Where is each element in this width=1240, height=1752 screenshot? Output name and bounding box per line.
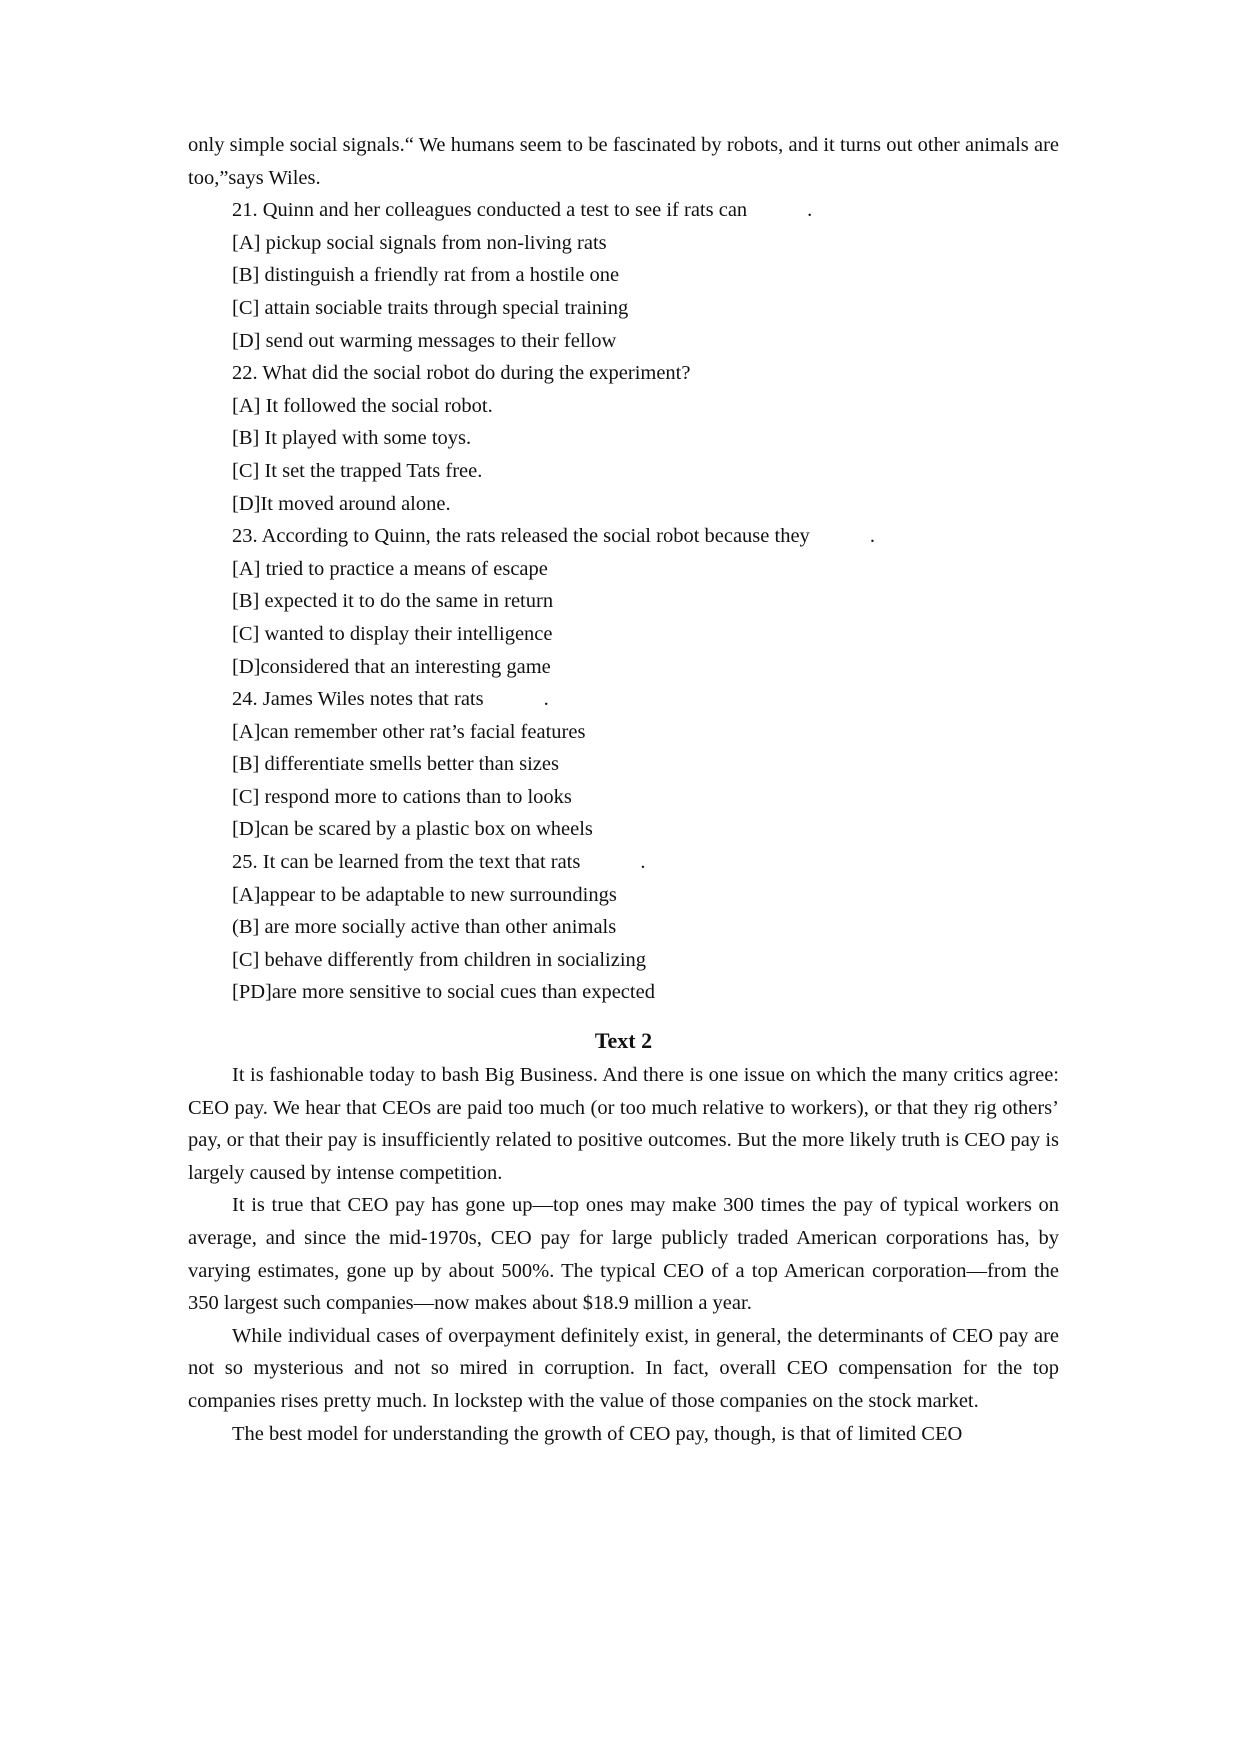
answer-option: [C] attain sociable traits through special training	[232, 296, 629, 319]
question-21	[188, 194, 1059, 357]
answer-option: [PD]are more sensitive to social cues than expected	[232, 981, 655, 1004]
answer-option: [D]can be scared by a plastic box on wheels	[232, 818, 593, 841]
answer-option: [B] It played with some toys.	[232, 427, 472, 450]
answer-option: [B] distinguish a friendly rat from a hostile one	[232, 264, 620, 287]
answer-option: [C] behave differently from children in socializing	[232, 948, 647, 971]
text2-paragraph: The best model for understanding the growth of CEO pay, though, is that of limited CEO	[232, 1422, 963, 1445]
section-title: Text 2	[594, 1028, 653, 1054]
answer-option: [D]It moved around alone.	[232, 492, 451, 515]
question-stem: 25. It can be learned from the text that rats .	[232, 851, 646, 874]
answer-option: [C] respond more to cations than to looks	[232, 785, 572, 808]
answer-option: [A] It followed the social robot.	[232, 394, 493, 417]
answer-option: [A]can remember other rat’s facial features	[232, 720, 586, 743]
answer-option: [D] send out warming messages to their fellow	[232, 329, 617, 352]
question-24	[188, 683, 1059, 846]
answer-option: [C] wanted to display their intelligence	[232, 622, 553, 645]
answer-option: [C] It set the trapped Tats free.	[232, 459, 483, 482]
answer-option: [A] pickup social signals from non-living rats	[232, 231, 607, 254]
text2-paragraph: While individual cases of overpayment definitely exist, in general, the determinants of CEO pay are not so mysterious and not so mired in corruption. In fact, overall CEO compensation for the top companies rises pretty much. In lockstep with the value of those companies on the stock market.	[188, 1324, 1059, 1412]
answer-option: [B] differentiate smells better than sizes	[232, 753, 559, 776]
answer-option: (B] are more socially active than other animals	[232, 916, 617, 939]
page-content	[188, 129, 1059, 1450]
answer-option: [A] tried to practice a means of escape	[232, 557, 548, 580]
answer-option: [B] expected it to do the same in return	[232, 590, 554, 613]
text2-paragraph: It is true that CEO pay has gone up—top ones may make 300 times the pay of typical workers on average, and since the mid-1970s, CEO pay for large publicly traded American corporations has, by varying estimates, gone up by about 500%. The typical CEO of a top American corporation—from the 350 largest such companies—now makes about $18.9 million a year.	[188, 1194, 1059, 1315]
text2-paragraph: It is fashionable today to bash Big Business. And there is one issue on which the many critics agree: CEO pay. We hear that CEOs are paid too much (or too much relative to workers), or that they rig others’ pay, or that their pay is insufficiently related to positive outcomes. But the more likely truth is CEO pay is largely caused by intense competition.	[188, 1064, 1059, 1184]
question-stem: 24. James Wiles notes that rats .	[232, 688, 549, 711]
question-stem: 21. Quinn and her colleagues conducted a test to see if rats can .	[232, 199, 813, 222]
answer-option: [A]appear to be adaptable to new surroundings	[232, 883, 617, 906]
question-25	[188, 846, 1059, 1009]
answer-option: [D]considered that an interesting game	[232, 655, 551, 678]
question-23	[188, 520, 1059, 683]
question-stem: 22. What did the social robot do during the experiment?	[232, 362, 691, 385]
intro-paragraph: only simple social signals.“ We humans seem to be fascinated by robots, and it turns out other animals are too,”says Wiles.	[188, 134, 1059, 189]
question-stem: 23. According to Quinn, the rats released the social robot because they .	[232, 525, 875, 548]
question-22	[188, 357, 1059, 520]
